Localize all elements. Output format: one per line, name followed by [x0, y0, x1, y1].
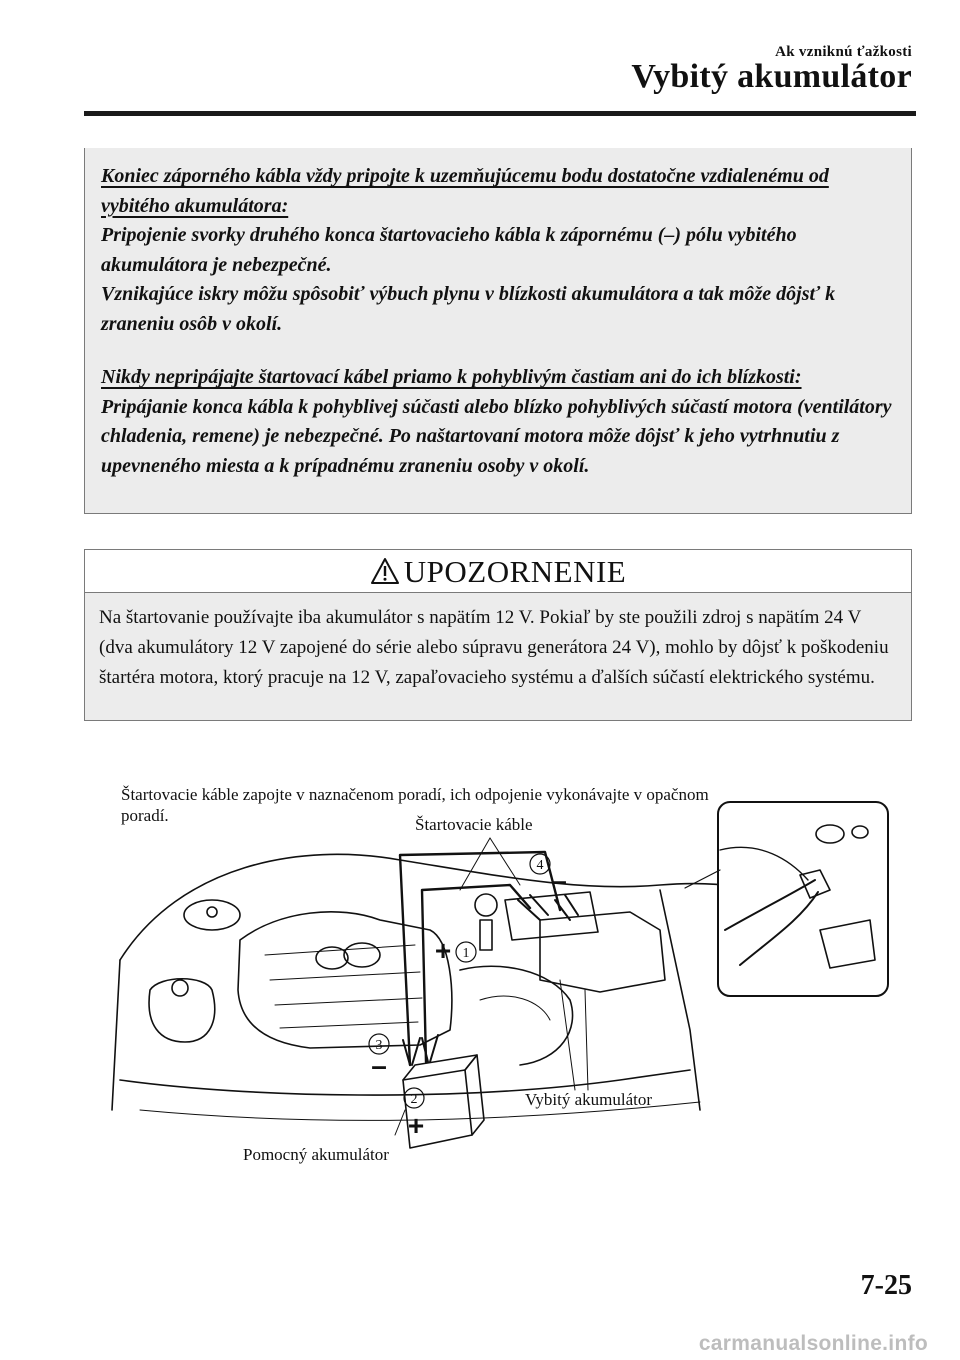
page-number: 7-25 [860, 1270, 912, 1301]
marker-4: 4 [536, 858, 544, 873]
warning-body-1: Pripojenie svorky druhého konca štartovacieho kábla k zápornému (–) pólu vybitého akumulátora je nebezpečné. [101, 224, 797, 276]
marker-2: 2 [410, 1092, 418, 1107]
minus-sign-3: – [371, 1050, 387, 1081]
marker-1: 1 [462, 946, 470, 961]
warning-body-3: Pripájanie konca kábla k pohyblivej súčasti alebo blízko pohyblivých súčastí motora (ventilátory chladenia, remene) je nebezpečné. Po naštartovaní motora môže dôjsť k jeho vytrhnutiu z upevneného miesta a k prípadnému zraneniu osoby v okolí. [101, 395, 892, 477]
page-title: Vybitý akumulátor [631, 58, 912, 95]
warning-heading-1: Koniec záporného kábla vždy pripojte k uzemňujúcemu bodu dostatočne vzdialenému od vybitého akumulátora: [101, 165, 829, 217]
warning-body-2: Vznikajúce iskry môžu spôsobiť výbuch plynu v blízkosti akumulátora a tak môže dôjsť k zraneniu osôb v okolí. [101, 283, 836, 335]
caution-header [85, 550, 911, 593]
label-booster-battery: Pomocný akumulátor [243, 1145, 389, 1164]
label-jump-cables: Štartovacie káble [415, 815, 533, 834]
header-rule [84, 111, 916, 116]
warning-triangle-icon [370, 557, 400, 585]
plus-sign-2: + [407, 1110, 425, 1141]
caution-text: Na štartovanie používajte iba akumulátor s napätím 12 V. Pokiaľ by ste použili zdroj s napätím 24 V (dva akumulátory 12 V zapojené do série alebo súpravu generátora 24 V), mohlo by dôjsť k poškodeniu štartéra motora, ktorý pracuje na 12 V, zapaľovacieho systému a ďalších súčastí elektrického systému. [99, 607, 889, 688]
minus-sign-4: – [551, 865, 567, 896]
label-discharged-battery: Vybitý akumulátor [525, 1090, 653, 1109]
caution-title: UPOZORNENIE [403, 553, 627, 589]
jump-start-illustration [100, 780, 920, 1180]
figure-caption: Štartovacie káble zapojte v naznačenom poradí, ich odpojenie vykonávajte v opačnom poradí. [121, 785, 709, 825]
watermark: carmanualsonline.info [698, 1332, 928, 1355]
warning-box [84, 148, 912, 514]
plus-sign-1: + [434, 935, 452, 966]
caution-box [84, 549, 912, 721]
section-title: Ak vzniknú ťažkosti [775, 44, 912, 60]
warning-heading-2: Nikdy nepripájajte štartovací kábel priamo k pohyblivým častiam ani do ich blízkosti: [101, 366, 802, 388]
minus-symbol: – [664, 224, 675, 246]
marker-3: 3 [375, 1038, 383, 1053]
